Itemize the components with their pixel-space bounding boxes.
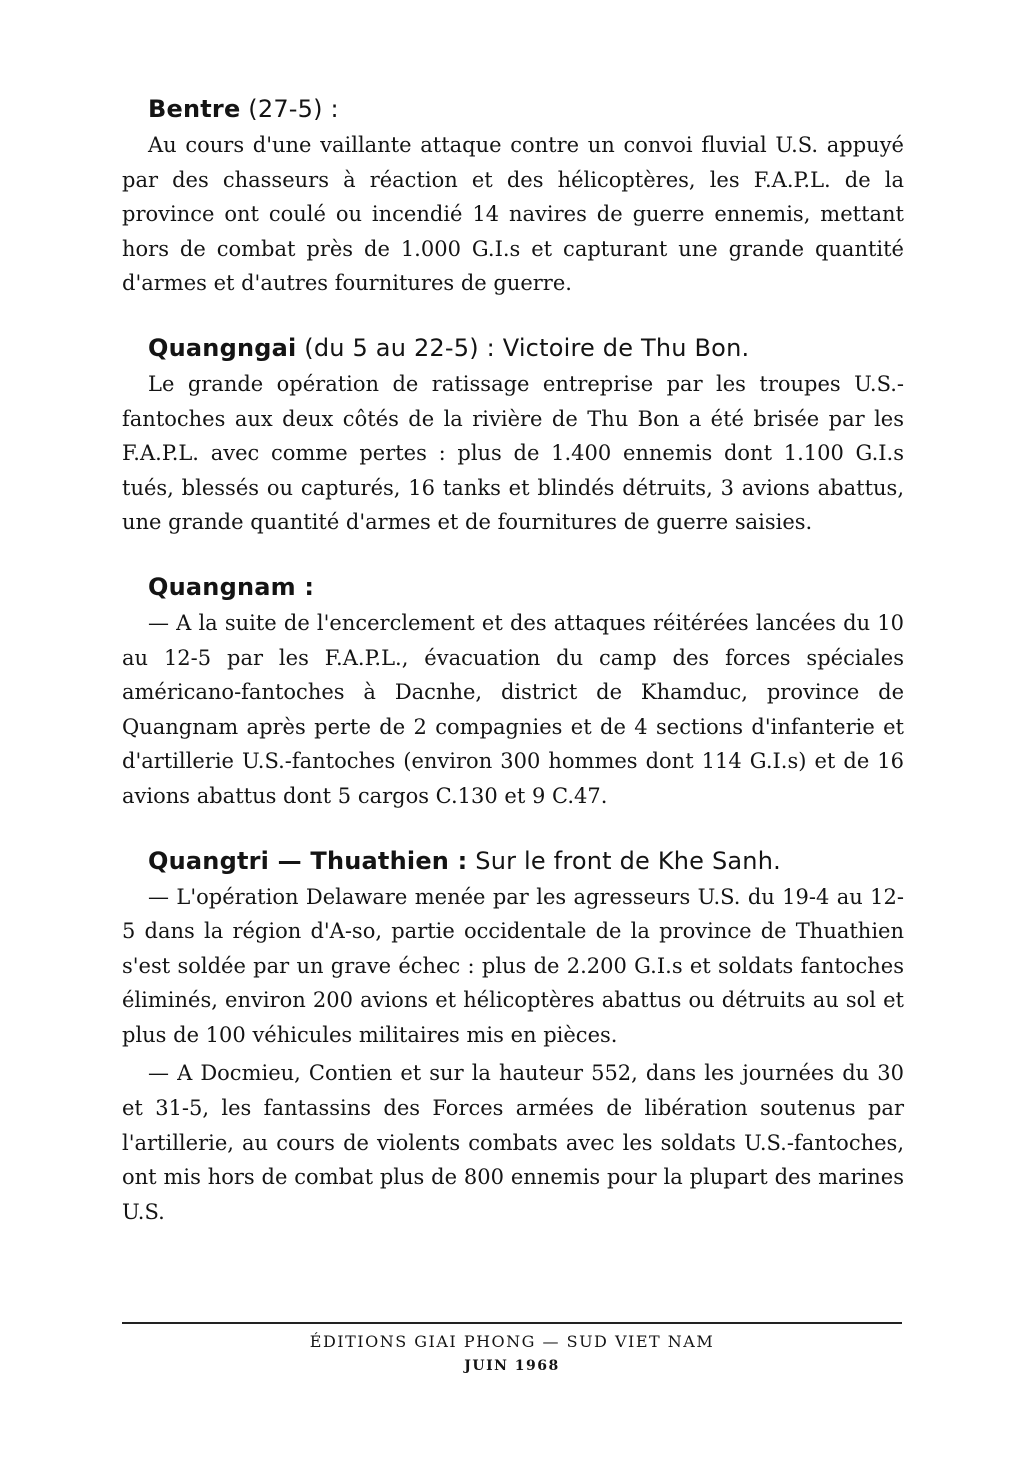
heading-place: Quangnam : <box>148 572 315 601</box>
heading-subtitle: Sur le front de Khe Sanh. <box>467 846 781 875</box>
document-body <box>122 92 904 1259</box>
paragraph: — L'opération Delaware menée par les agresseurs U.S. du 19-4 au 12-5 dans la région d'A-so, partie occidentale de la province de Thuathien s'est soldée par un grave échec : plus de 2.200 G.I.s et soldats fantoches éliminés, environ 200 avions et hélicoptères abattus ou détruits au sol et plus de 100 véhicules militaires mis en pièces. <box>122 884 904 1047</box>
paragraph: Le grande opération de ratissage entreprise par les troupes U.S.-fantoches aux deux côtés de la rivière de Thu Bon a été brisée par les F.A.P.L. avec comme pertes : plus de 1.400 ennemis dont 1.100 G.I.s tués, blessés ou capturés, 16 tanks et blindés détruits, 3 avions abattus, une grande quantité d'armes et de fournitures de guerre saisies. <box>122 371 904 535</box>
section-heading <box>148 570 904 604</box>
footer <box>122 1330 902 1378</box>
paragraph: — A Docmieu, Contien et sur la hauteur 552, dans les journées du 30 et 31-5, les fantassins des Forces armées de libération soutenus par l'artillerie, au cours de violents combats avec les soldats U.S.-fantoches, ont mis hors de combat plus de 800 ennemis pour la plupart des marines U.S. <box>122 1061 904 1224</box>
heading-place: Quangngai <box>148 333 297 362</box>
footer-date: JUIN 1968 <box>464 1358 560 1374</box>
footer-divider <box>122 1322 902 1324</box>
heading-place: Bentre <box>148 95 241 123</box>
heading-place: Quangtri — Thuathien : <box>148 846 468 875</box>
heading-subtitle: (27-5) : <box>240 95 339 123</box>
section-heading <box>148 844 904 878</box>
section-quangnam <box>122 570 904 814</box>
paragraph: Au cours d'une vaillante attaque contre un convoi fluvial U.S. appuyé par des chasseurs à réaction et des hélicoptères, les F.A.P.L. de la province ont coulé ou incendié 14 navires de guerre ennemis, mettant hors de combat près de 1.000 G.I.s et capturant une grande quantité d'armes et d'autres fournitures de guerre. <box>122 133 904 296</box>
section-heading <box>148 92 904 126</box>
section-heading <box>148 331 904 365</box>
section-bentre <box>122 92 904 301</box>
heading-subtitle: (du 5 au 22-5) : Victoire de Thu Bon. <box>296 333 750 362</box>
paragraph: — A la suite de l'encerclement et des attaques réitérées lancées du 10 au 12-5 par les F.A.P.L., évacuation du camp des forces spéciales américano-fantoches à Dacnhe, district de Khamduc, province de Quangnam après perte de 2 compagnies et de 4 sections d'infanterie et d'artillerie U.S.-fantoches (environ 300 hommes dont 114 G.I.s) et de 16 avions abattus dont 5 cargos C.130 et 9 C.47. <box>122 610 904 808</box>
section-quangtri-thuathien <box>122 844 904 1230</box>
footer-publisher: ÉDITIONS GIAI PHONG — SUD VIET NAM <box>309 1332 715 1351</box>
section-quangngai <box>122 331 904 540</box>
